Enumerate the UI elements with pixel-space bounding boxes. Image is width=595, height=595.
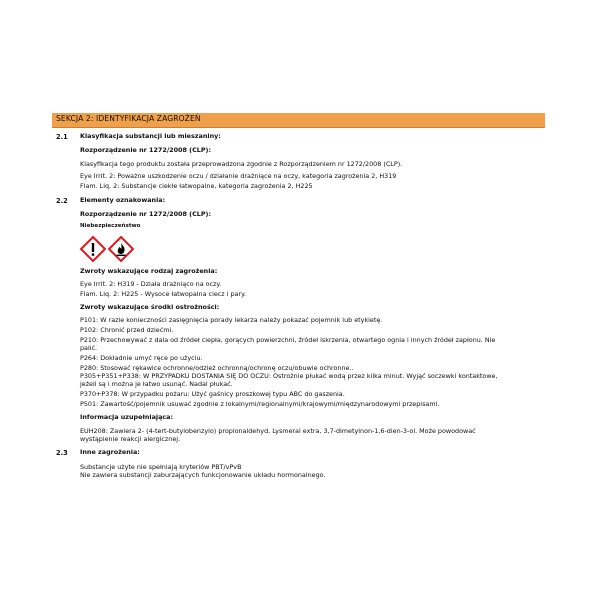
subsection-title-2-1: Klasyfikacja substancji lub mieszaniny: — [80, 132, 221, 140]
regulation-heading-2-1: Rozporządzenie nr 1272/2008 (CLP): — [80, 146, 212, 154]
precautionary-statement: P264: Dokładnie umyć ręce po użyciu. — [80, 354, 203, 362]
hazard-statements-heading: Zwroty wskazujące rodzaj zagrożenia: — [80, 267, 218, 275]
precautionary-statements-heading: Zwroty wskazujące środki ostrożności: — [80, 303, 220, 311]
precautionary-statement: palić. — [80, 344, 98, 352]
precautionary-statement: P370+P378: W przypadku pożaru: Użyć gaśnicy proszkowej typu ABC do gaszenia. — [80, 390, 345, 398]
section-title: SEKCJA 2: IDENTYFIKACJA ZAGROŻEŃ — [56, 114, 201, 123]
section-header-bar — [52, 113, 545, 128]
regulation-heading-2-2: Rozporządzenie nr 1272/2008 (CLP): — [80, 210, 212, 218]
subsection-number-2-3: 2.3 — [56, 449, 68, 457]
subsection-title-2-3: Inne zagrożenia: — [80, 448, 140, 456]
precautionary-statement: P501: Zawartość/pojemnik usuwać zgodnie z lokalnymi/regionalnymi/krajowymi/międzynarodowymi przepisami. — [80, 400, 440, 408]
supplementary-info-heading: Informacja uzupełniająca: — [80, 413, 174, 421]
classification-line: Klasyfikacja tego produktu została przeprowadzona zgodnie z Rozporządzeniem nr 1272/2008 (CLP). — [80, 160, 403, 168]
subsection-number-2-1: 2.1 — [56, 133, 68, 141]
other-hazards-line: Substancje użyte nie spełniają kryteriów PBT/vPvB — [80, 463, 242, 471]
precautionary-statement: P210: Przechowywać z dala od źródeł ciepła, gorących powierzchni, źródeł iskrzenia, otwartego ognia i innych źródeł zapłonu. Nie — [80, 336, 496, 344]
supplementary-info-line: EUH208: Zawiera 2- (4-tert-butylobenzylo) propionaldehyd, Lysmeral extra, 3,7-dimetylnon-1,6-dien-3-ol. Może powodować — [80, 427, 476, 435]
precautionary-statement: P102: Chronić przed dziećmi. — [80, 326, 174, 334]
subsection-title-2-2: Elementy oznakowania: — [80, 196, 166, 204]
classification-line: Flam. Liq. 2: Substancje ciekłe łatwopalne, kategoria zagrożenia 2, H225 — [80, 182, 313, 190]
hazard-statement: Eye Irrit. 2: H319 - Działa drażniąco na oczy. — [80, 280, 222, 288]
precautionary-statement: P305+P351+P338: W PRZYPADKU DOSTANIA SIĘ DO OCZU: Ostrożnie płukać wodą przez kilka minut. Wyjąć soczewki kontaktowe, — [80, 372, 498, 380]
classification-line: Eye Irrit. 2: Poważne uszkodzenie oczu / działanie drażniące na oczy, kategoria zagrożenia 2, H319 — [80, 172, 397, 180]
precautionary-statement: P101: W razie konieczności zasięgnięcia porady lekarza należy pokazać pojemnik lub etykietę. — [80, 316, 383, 324]
hazard-statement: Flam. Liq. 2: H225 - Wysoce łatwopalna ciecz i pary. — [80, 290, 246, 298]
subsection-number-2-2: 2.2 — [56, 197, 68, 205]
other-hazards-line: Nie zawiera substancji zaburzających funkcjonowanie układu hormonalnego. — [80, 471, 326, 479]
precautionary-statement: jeżeli są i można je łatwo usunąć. Nadal płukać. — [80, 380, 233, 388]
flame-icon — [108, 236, 134, 262]
signal-word: Niebezpieczeństwo — [80, 223, 141, 229]
exclamation-mark-icon — [80, 236, 106, 262]
precautionary-statement: P280: Stosować rękawice ochronne/odzież ochronną/ochronę oczu/obuwie ochronne.. — [80, 364, 354, 372]
supplementary-info-line: wystąpienie reakcji alergicznej. — [80, 435, 181, 443]
